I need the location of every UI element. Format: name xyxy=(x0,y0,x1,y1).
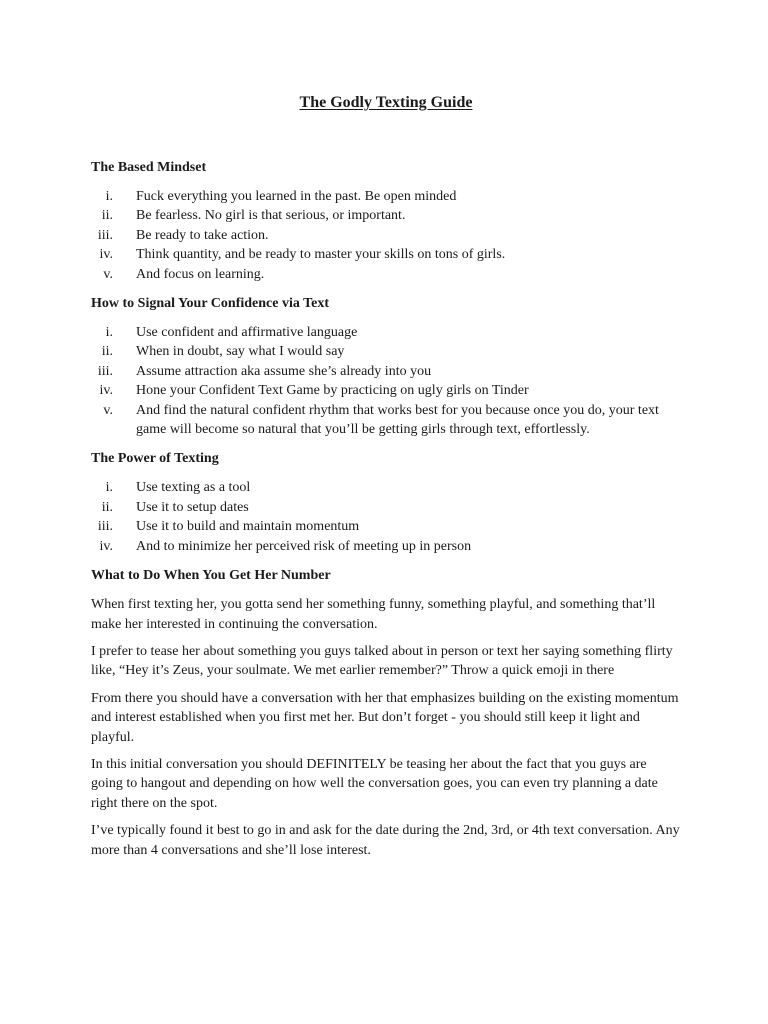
list-number: iv. xyxy=(99,383,113,399)
list-text: Fuck everything you learned in the past. Be open minded xyxy=(136,189,457,204)
section-get-her-number xyxy=(91,566,681,860)
list-number: iii. xyxy=(97,363,113,379)
list-text: And focus on learning. xyxy=(136,266,265,282)
list-item xyxy=(91,342,681,361)
list-text: Assume attraction aka assume she’s already into you xyxy=(136,363,432,379)
body-paragraph: When first texting her, you gotta send her something funny, something playful, and something that’ll make her interested in continuing the conversation. xyxy=(91,597,656,632)
list-number: i. xyxy=(105,325,113,341)
list-text: Use it to build and maintain momentum xyxy=(136,519,360,535)
section-heading: The Based Mindset xyxy=(91,160,207,175)
list-item xyxy=(91,245,681,264)
list-item xyxy=(91,537,681,556)
list-text: And find the natural confident rhythm that works best for you because once you do, your text game will become so natural that you’ll be getting girls through text, effortlessly. xyxy=(136,402,659,438)
section-heading: The Power of Texting xyxy=(91,451,219,467)
document-page xyxy=(91,92,681,868)
list-text: Think quantity, and be ready to master your skills on tons of girls. xyxy=(136,247,506,263)
body-paragraph: From there you should have a conversation with her that emphasizes building on the existing momentum and interest established when you first met her. But don’t forget - you should still keep it light and playful. xyxy=(91,690,679,745)
list-number: i. xyxy=(105,189,113,204)
body-paragraph: I prefer to tease her about something you guys talked about in person or text her saying something flirty like, “Hey it’s Zeus, your soulmate. We met earlier remember?” Throw a quick emoji in there xyxy=(91,643,673,679)
section-signal-confidence xyxy=(91,294,681,439)
section-heading: How to Signal Your Confidence via Text xyxy=(91,296,330,312)
roman-list xyxy=(91,478,681,556)
list-text: Be ready to take action. xyxy=(136,227,269,243)
list-number: ii. xyxy=(101,208,113,224)
body-paragraph: I’ve typically found it best to go in and ask for the date during the 2nd, 3rd, or 4th text conversation. Any more than 4 conversations and she’ll lose interest. xyxy=(91,823,680,858)
list-item xyxy=(91,498,681,517)
list-text: And to minimize her perceived risk of meeting up in person xyxy=(136,538,472,554)
list-item xyxy=(91,362,681,381)
list-item xyxy=(91,187,681,206)
section-based-mindset xyxy=(91,158,681,284)
roman-list xyxy=(91,187,681,284)
body-paragraph: In this initial conversation you should DEFINITELY be teasing her about the fact that you guys are going to hangout and depending on how well the conversation goes, you can even try planning a date right there on the spot. xyxy=(91,756,658,811)
list-text: Be fearless. No girl is that serious, or important. xyxy=(136,208,406,224)
document-title: The Godly Texting Guide xyxy=(299,94,473,111)
list-item xyxy=(91,478,681,497)
roman-list xyxy=(91,323,681,439)
list-text: When in doubt, say what I would say xyxy=(136,344,345,360)
list-item xyxy=(91,226,681,245)
list-text: Use it to setup dates xyxy=(136,499,249,515)
list-item xyxy=(91,401,681,440)
list-number: v. xyxy=(103,402,113,418)
list-item xyxy=(91,517,681,536)
list-item xyxy=(91,206,681,225)
list-item xyxy=(91,265,681,284)
list-item xyxy=(91,323,681,342)
list-number: iv. xyxy=(99,538,113,554)
list-number: iii. xyxy=(97,519,113,535)
list-text: Use texting as a tool xyxy=(136,480,251,496)
list-number: i. xyxy=(105,480,113,496)
list-text: Use confident and affirmative language xyxy=(136,325,358,341)
list-number: v. xyxy=(103,266,113,282)
list-number: ii. xyxy=(101,499,113,515)
list-number: iii. xyxy=(97,227,113,243)
list-item xyxy=(91,381,681,400)
section-power-of-texting xyxy=(91,449,681,556)
list-number: ii. xyxy=(101,344,113,360)
section-heading: What to Do When You Get Her Number xyxy=(91,568,331,584)
list-number: iv. xyxy=(99,247,113,263)
list-text: Hone your Confident Text Game by practicing on ugly girls on Tinder xyxy=(136,383,529,399)
